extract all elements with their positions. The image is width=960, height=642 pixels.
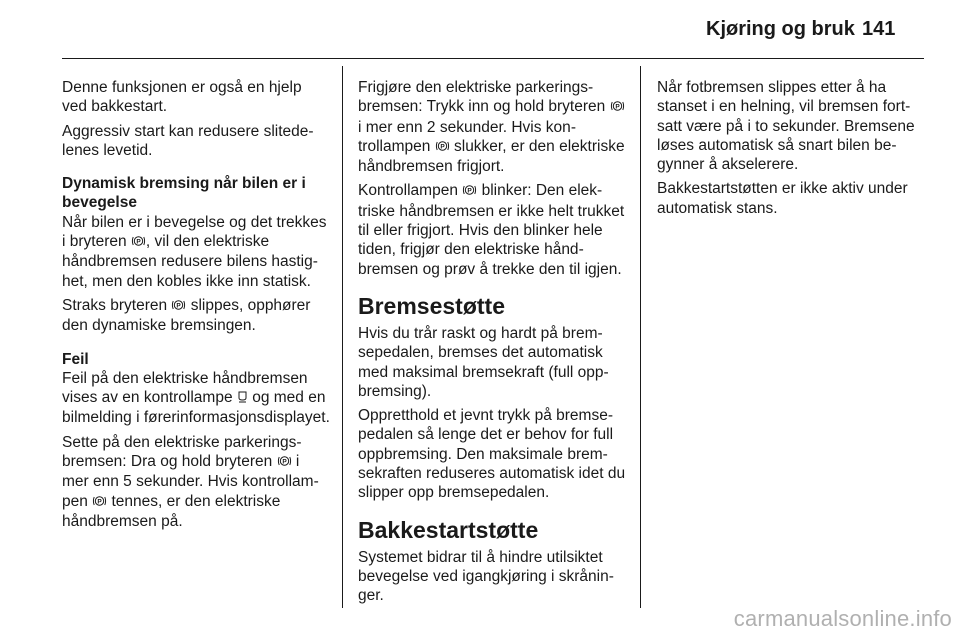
text-run: i mer enn 5 sekunder. Hvis kontrollampen xyxy=(62,453,319,510)
svg-text:P: P xyxy=(136,238,141,246)
svg-text:P: P xyxy=(176,302,182,310)
page-number: 141 xyxy=(862,18,896,40)
paragraph xyxy=(62,213,330,291)
paragraph: Systemet bidrar til å hindre utilsiktet bevegelse ved igangkjøring i skråninger. xyxy=(358,548,614,605)
svg-text:P: P xyxy=(467,187,472,195)
paragraph: Oppretthold et jevnt trykk på bremsepedalen så lenge det er behov for full oppbremsing. Den maksimale bremsekraften reduseres automatisk idet du slipper opp bremsepedalen. xyxy=(358,407,626,502)
paragraph: Når fotbremsen slippes etter å ha stanset i en helning, vil bremsen fortsatt være på i to sekunder. Bremsene løses automatisk så snart bilen begynner å akselerere. xyxy=(657,79,915,174)
text-run: Sette på den elektriske parkeringsbremsen: Dra og hold bryteren xyxy=(62,433,302,471)
text-run: i mer enn 2 sekunder. Hvis kontrollampen xyxy=(358,118,576,155)
text-run: , vil den elektriske håndbremsen redusere bilens hastighet, men den kobles ikke inn statisk. xyxy=(62,233,318,290)
parking-brake-icon xyxy=(435,138,450,157)
text-run: Frigjøre den elektriske parkeringsbremsen: Trykk inn og hold bryteren xyxy=(358,79,610,116)
page-title: Kjøring og bruk xyxy=(706,18,855,40)
paragraph xyxy=(62,296,330,336)
text-run: blinker: Den elektriske håndbremsen er ikke helt trukket til eller frigjort. Hvis den blinker hele tiden, frigjør den elektriske håndbremsen og prøv å trekke den til igjen. xyxy=(358,182,625,278)
paragraph: Hvis du trår raskt og hardt på bremsepedalen, bremses det automatisk med maksimal bremsekraft (full oppbremsing). xyxy=(358,324,609,400)
text-run: Kontrollampen xyxy=(358,182,463,200)
column-divider-2 xyxy=(640,66,641,608)
column-2 xyxy=(358,78,626,611)
parking-brake-icon xyxy=(462,182,477,201)
paragraph xyxy=(358,78,626,176)
section-heading: Bakkestartstøtte xyxy=(358,516,539,543)
column-3 xyxy=(657,78,925,223)
column-divider-1 xyxy=(342,66,343,608)
parking-brake-icon xyxy=(131,233,146,252)
watermark: carmanualsonline.info xyxy=(733,606,952,631)
text-run: Feil på den elektriske håndbremsen vises av en kontrollampe xyxy=(62,369,308,407)
subheading: Dynamisk bremsing når bilen er i bevegelse xyxy=(62,175,306,212)
text-run: Når bilen er i bevegelse og det trekkes i bryteren xyxy=(62,213,327,251)
parking-brake-icon xyxy=(277,453,292,472)
text-run: og med en bilmelding i førerinformasjonsdisplayet. xyxy=(62,389,330,427)
paragraph: Aggressiv start kan redusere slitedelenes levetid. xyxy=(62,122,314,159)
svg-text:P: P xyxy=(440,143,445,151)
text-run: slippes, opphører den dynamiske bremsingen. xyxy=(62,296,311,335)
paragraph xyxy=(62,369,330,428)
subheading: Feil xyxy=(62,350,89,368)
section-heading: Bremsestøtte xyxy=(358,292,505,319)
svg-text:P: P xyxy=(281,458,287,466)
column-1 xyxy=(62,78,330,536)
text-run: Straks bryteren xyxy=(62,296,172,314)
text-run: slukker, er den elektriske håndbremsen frigjort. xyxy=(358,137,625,176)
paragraph: Bakkestartstøtten er ikke aktiv under automatisk stans. xyxy=(657,180,908,217)
parking-brake-icon xyxy=(610,98,625,117)
svg-text:P: P xyxy=(97,498,102,506)
header-rule xyxy=(62,58,924,59)
brake-fault-icon xyxy=(237,389,248,408)
paragraph: Denne funksjonen er også en hjelp ved bakkestart. xyxy=(62,79,302,116)
paragraph xyxy=(358,181,626,278)
parking-brake-icon xyxy=(92,493,107,512)
paragraph xyxy=(62,433,330,531)
text-run: tennes, er den elektriske håndbremsen på. xyxy=(62,492,281,530)
svg-text:P: P xyxy=(614,103,620,111)
parking-brake-icon xyxy=(171,297,186,316)
